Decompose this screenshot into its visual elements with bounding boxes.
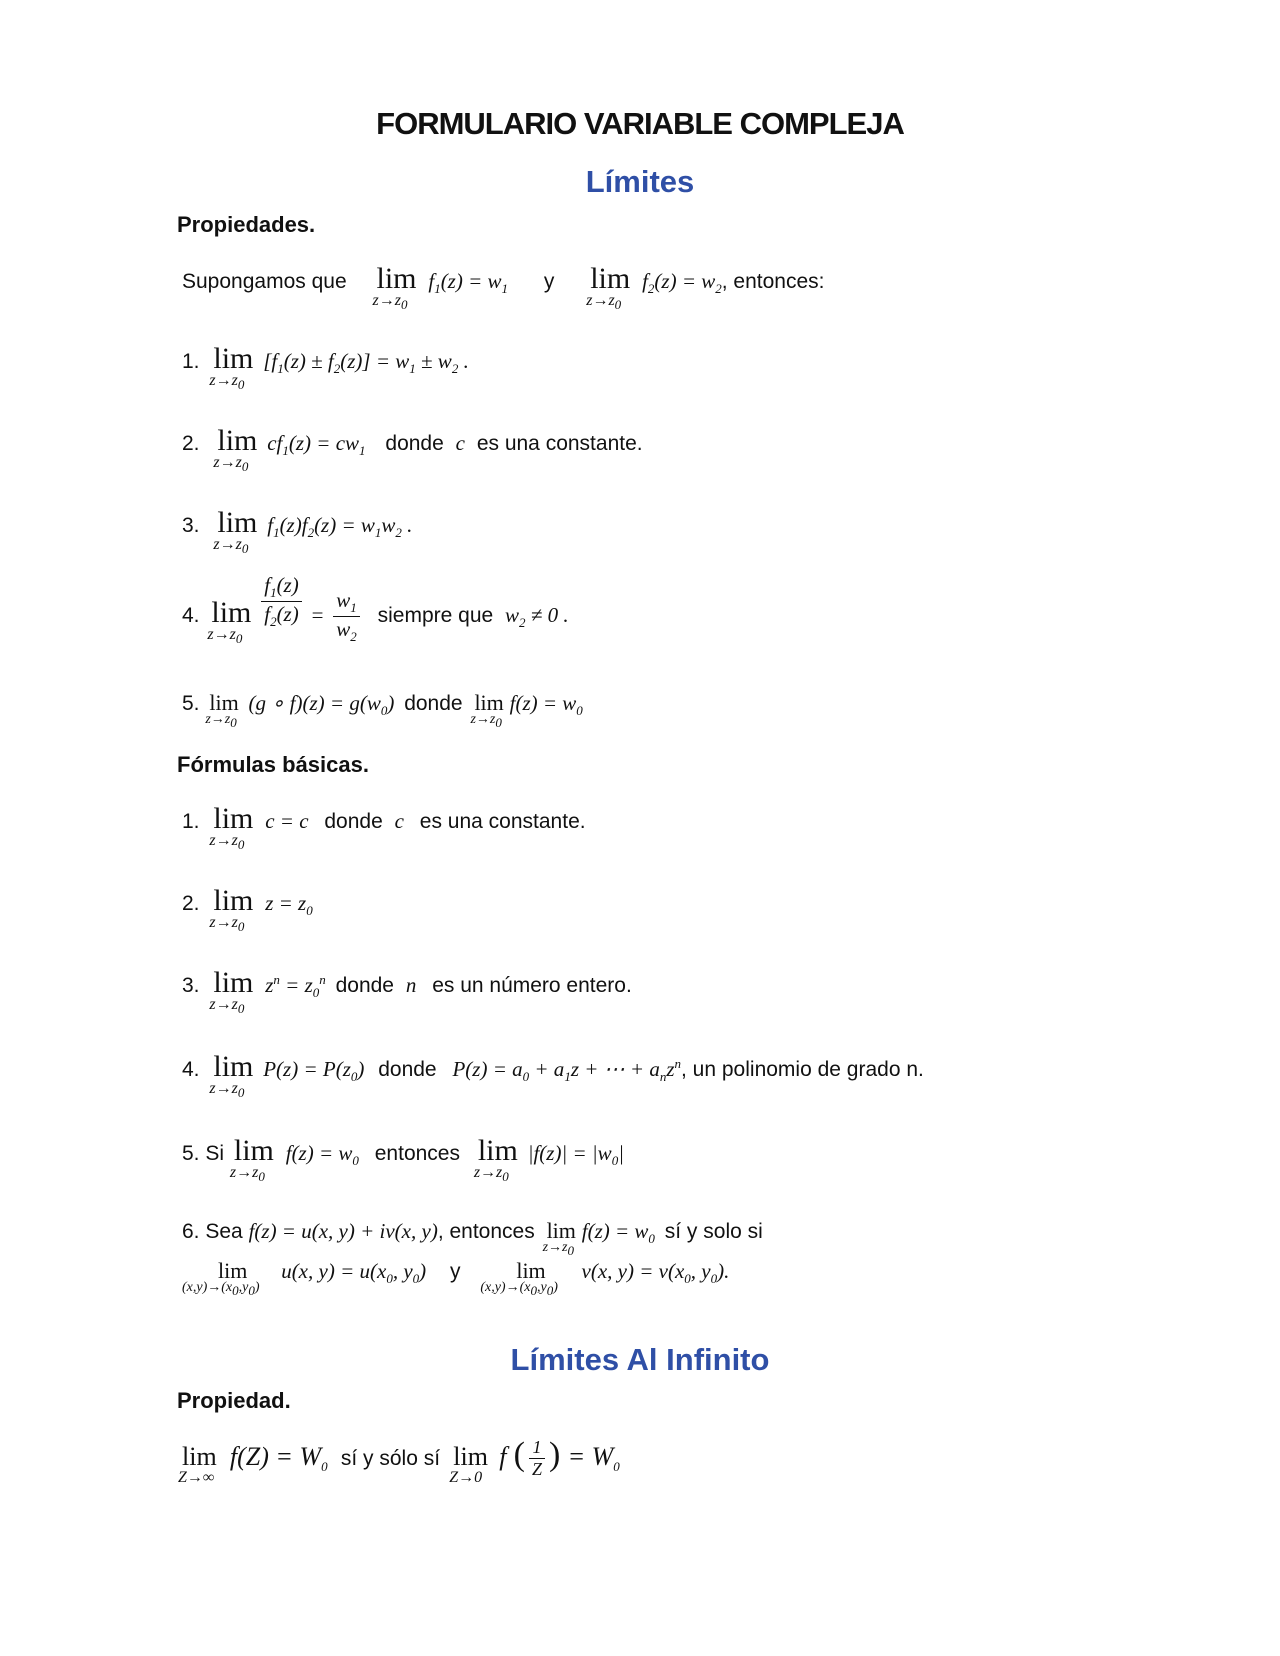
lim-operator: lim $z\to z_0$: [586, 262, 631, 313]
lim-operator: lim $z\to z_0$: [372, 262, 417, 313]
basic-formula-2: 2. lim $z\to z_0$ $z = z_0$: [182, 884, 313, 935]
section-heading-limites: Límites: [585, 164, 695, 199]
property-5: 5. lim $z\to z_0$ (g ∘ $f)(z) = g(w_0)$ donde lim $z\to z_0$ $f(z) = w_0$: [182, 690, 583, 730]
subheading-formulas: Fórmulas básicas.: [177, 752, 369, 777]
basic-formula-6: 6. Sea f(z) = u(x, y) + iv(x, y), entonces lim $z\to z_0$ $f(z) = w_0$ sí y solo si: [182, 1218, 763, 1258]
property-4: 4. lim $z\to z_0$ $\frac{f_1(z)}{f_2(z)}$ = $\frac{w_1}{w_2}$ siempre que $w_2 \ne 0$ .: [182, 573, 569, 647]
subheading-propiedad: Propiedad.: [177, 1388, 291, 1413]
page-title: FORMULARIO VARIABLE COMPLEJA: [376, 106, 904, 141]
section-heading-limites-infinito: Límites Al Infinito: [510, 1342, 770, 1377]
basic-formula-4: 4. lim $z\to z_0$ $P(z) = P(z_0)$ donde $P(z) = a_0 + a_1z$ + ⋯ + $a_nz^n$, un polinomio de grado n.: [182, 1050, 924, 1101]
property-2: 2. lim $z\to z_0$ $cf_1(z) = cw_1$ donde c es una constante.: [182, 424, 643, 475]
property-3: 3. lim $z\to z_0$ $f_1(z)f_2(z) = w_1w_2$ .: [182, 506, 413, 557]
basic-formula-3: 3. lim $z\to z_0$ $z^n = z_0^n$ donde n es un número entero.: [182, 966, 632, 1017]
basic-formula-6-cont: lim $(x,y)\to(x_0,y_0)$ u(x, $y) = u(x_0$, $y_0$) y lim $(x,y)\to(x_0,y_0)$ v(x, $y) = v(x_0$, $y_0$).: [182, 1258, 730, 1298]
basic-formula-5: 5. Si lim $z\to z_0$ $f(z) = w_0$ entonces lim $z\to z_0$ $|f(z)| = |w_0|$: [182, 1134, 624, 1185]
basic-formula-1: 1. lim $z\to z_0$ c = c donde c es una constante.: [182, 802, 586, 853]
property-1: 1. lim $z\to z_0$ $[f_1(z) \pm f_2(z)] = w_1 \pm w_2$ .: [182, 342, 469, 393]
infinity-property: lim Z→∞ $f(Z) = W_0$ sí y sólo sí lim Z→0 f ( $\frac{1}{Z}$ ) = $W_0$: [178, 1436, 620, 1486]
subheading-propiedades: Propiedades.: [177, 212, 316, 237]
intro-line: Supongamos que lim $z\to z_0$ $f_1(z) = w_1$ y lim $z\to z_0$ $f_2(z) = w_2$, entonces:: [182, 262, 825, 313]
